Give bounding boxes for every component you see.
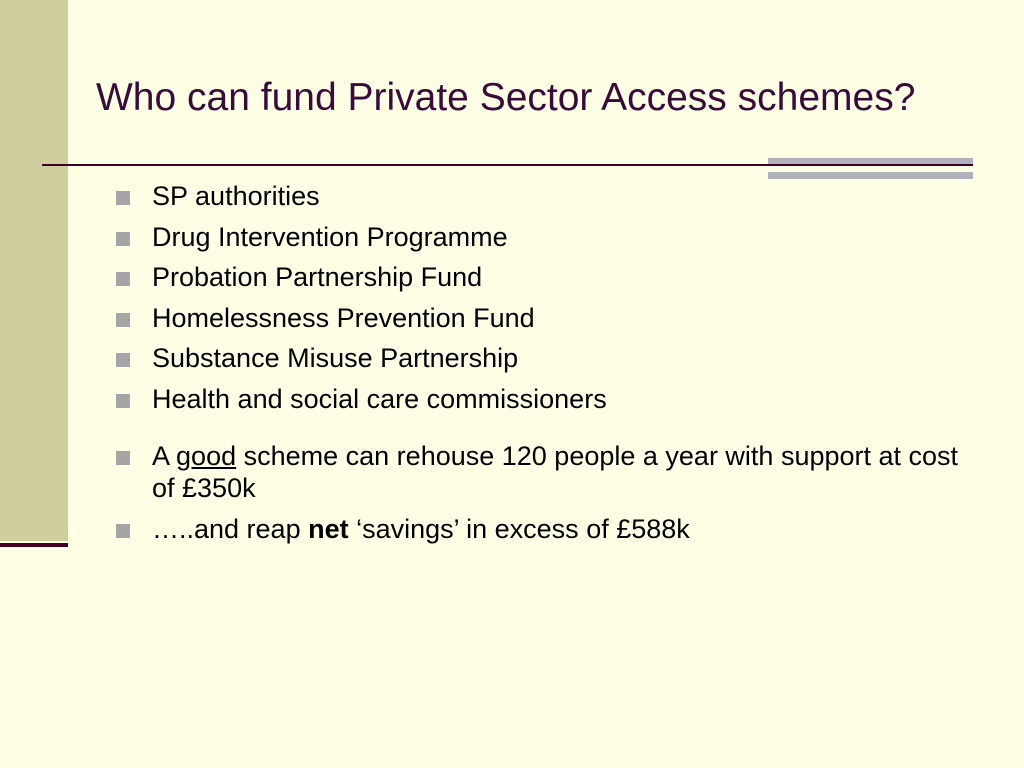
bullet-item: [116, 261, 976, 293]
bullet-text: SP authorities: [152, 181, 320, 211]
bullet-item: [116, 302, 976, 334]
square-bullet-icon: [116, 191, 130, 205]
square-bullet-icon: [116, 394, 130, 408]
bullet-list: [116, 180, 976, 553]
savings-text-bold: net: [308, 513, 349, 544]
bullet-text: Substance Misuse Partnership: [152, 343, 519, 374]
scheme-text-underlined: good: [176, 440, 237, 471]
accent-bars: [768, 158, 973, 180]
square-bullet-icon: [116, 451, 130, 465]
bullet-item: [116, 180, 976, 212]
scheme-text-pre: A: [152, 440, 177, 471]
scheme-bullet-item: [116, 440, 976, 504]
left-bar-underline: [0, 543, 68, 547]
bullet-text: Homelessness Prevention Fund: [152, 302, 535, 333]
bullet-item: [116, 342, 976, 374]
accent-bar-bottom: [768, 172, 973, 179]
scheme-text-post: scheme can rehouse 120 people a year with support at cost of £350k: [152, 440, 959, 503]
bullet-item: [116, 221, 976, 253]
square-bullet-icon: [116, 313, 130, 327]
slide-title: Who can fund Private Sector Access schemes?: [96, 76, 916, 119]
bullet-item: [116, 383, 976, 415]
savings-bullet-item: [116, 513, 976, 545]
bullet-text: Probation Partnership Fund: [152, 262, 483, 293]
square-bullet-icon: [116, 524, 130, 538]
left-decorative-bar: [0, 0, 68, 541]
square-bullet-icon: [116, 272, 130, 286]
square-bullet-icon: [116, 353, 130, 367]
bullet-text: Drug Intervention Programme: [152, 221, 508, 252]
bullet-text: Health and social care commissioners: [152, 383, 607, 414]
savings-text-post: ‘savings’ in excess of £588k: [348, 513, 690, 544]
square-bullet-icon: [116, 232, 130, 246]
savings-text-pre: …..and reap: [152, 513, 309, 544]
accent-bar-top: [768, 158, 973, 164]
